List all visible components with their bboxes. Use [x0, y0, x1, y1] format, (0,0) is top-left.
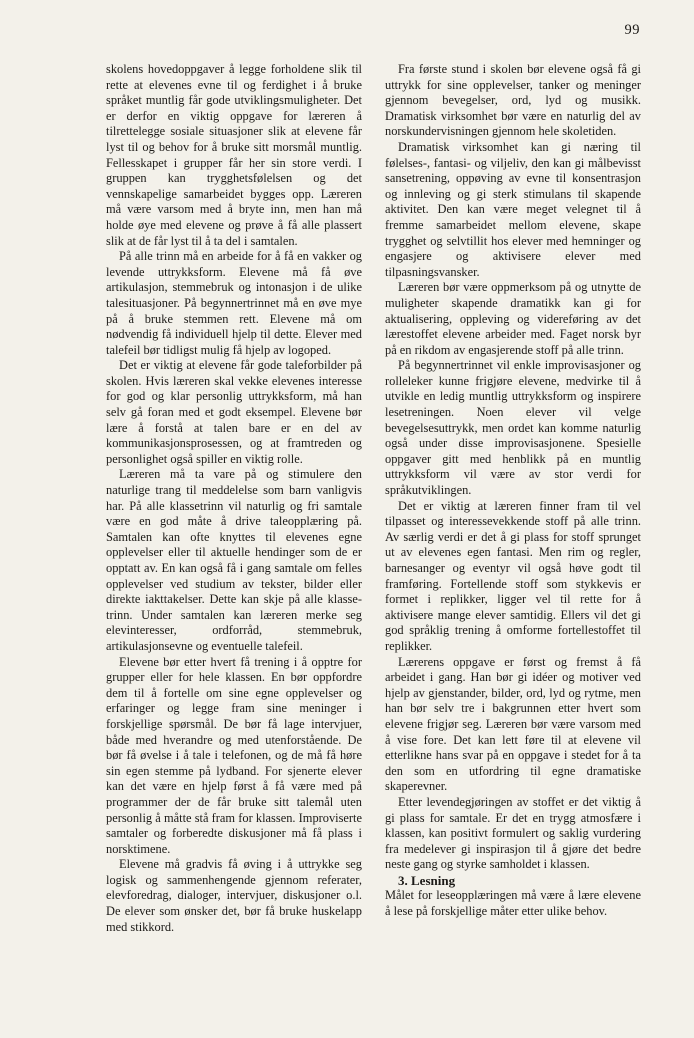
paragraph: På begynnertrinnet vil enkle improvisasjoner og rolleleker kunne frigjøre elevene, medvirke til å utvikle en ledig muntlig uttrykksform og inspirere lesetreningen. Noen elever vil velge bevegelsesuttrykk, men ordet kan komme naturlig også under disse improvisasjonene. Spesielle oppgaver gitt med henblikk på en muntlig uttrykksform vil være av stor verdi for språkutviklingen. [385, 358, 641, 498]
right-column [385, 62, 641, 920]
paragraph: Læreren bør være oppmerksom på og utnytte de muligheter skapende dramatikk kan gi for aktualisering, oppleving og videreføring av det lærestoffet elevene arbeider med. Faget norsk byr på en rikdom av engasjerende stoff på alle trinn. [385, 280, 641, 357]
paragraph: Læreren må ta vare på og stimulere den naturlige trang til meddelelse som barn vanligvis har. På alle klassetrinn vil naturlig og fri samtale være en god måte å drive taleopplæring på. Samtalen kan ofte knyttes til elevenes egne opplevelser eller til aktuelle hendinger som de er opptatt av. En kan også få i gang samtale om felles opplevelser ved studium av tekster, bilder eller direkte iakttakelser. Dette kan skje på alle klassetrinn. Under samtalen kan læreren merke seg elevinteresser, ordforråd, stemmebruk, artikulasjonsevne og eventuelle talefeil. [106, 467, 362, 653]
paragraph: Dramatisk virksomhet kan gi næring til følelses-, fantasi- og viljeliv, den kan gi målbevisst sansetrening, oppøving av evne til konsentrasjon og innleving og gi sterk stimulans til skapende aktivitet. Den kan være meget velegnet til å fremme samarbeidet mellom elevene, skape trygghet og selvtillit hos elever med hemninger og engasjere og aktivisere elever med tilpasningsvansker. [385, 139, 641, 279]
paragraph: På alle trinn må en arbeide for å få en vakker og levende uttrykksform. Elevene må få øve artikulasjon, stemmebruk og intonasjon i de ulike talesituasjoner. På begynnertrinnet må en øve mye på å bruke stemmen rett. Elevene må om nødvendig få individuell hjelp til dette. Elever med talefeil bør tidligst mulig få hjelp av logoped. [106, 249, 362, 357]
left-column [106, 62, 362, 935]
paragraph: Elevene bør etter hvert få trening i å opptre for grupper eller for hele klassen. En bør oppfordre dem til å fortelle om sine egne opplevelser og erfaringer og legge fram sine meninger i forskjellige spørsmål. De bør få lage intervjuer, både med hverandre og med utenforstående. De bør få øvelse i å tale i telefonen, og de må få høre sin egen stemme på lydband. For sjenerte elever kan det være en hjelp først å få være med på programmer der de får bruke sitt talemål uten personlig å måtte stå fram for klassen. Improviserte samtaler og forberedte diskusjoner må få plass i norsktimene. [106, 654, 362, 856]
section-paragraph: Målet for leseopplæringen må være å lære elevene å lese på forskjellige måter etter ulike behov. [385, 888, 641, 919]
page-number: 99 [624, 22, 640, 38]
paragraph: skolens hovedoppgaver å legge forholdene slik til rette at elevenes evne til og ferdighet i å bruke språket muntlig får gode utviklingsmuligheter. Det er derfor en viktig oppgave for læreren å tilrettelegge sosiale situasjoner slik at elevene får lyst til og behov for å bruke sitt morsmål muntlig. Fellesskapet i grupper får her sin store verdi. I gruppen kan trygghetsfølelsen og det vennskapelige samarbeidet bygges opp. Læreren må være varsom med å bryte inn, men han må holde øye med elevene og prøve å få alle plassert slik at de får lyst til å ta del i samtalen. [106, 62, 362, 248]
section-heading: 3. Lesning [398, 872, 456, 888]
paragraph: Lærerens oppgave er først og fremst å få arbeidet i gang. Han bør gi idéer og motiver ved hjelp av gjenstander, bilder, ord, lyd og rytme, men han bør selv tre i bakgrunnen etter hvert som elevene frigjør seg. Læreren bør være varsom med å vise fore. Det kan lett føre til at elevene vil etterlikne hans svar på en oppgave i stedet for å ta den som en utfordring til egne dramatiske skaperevner. [385, 654, 641, 794]
paragraph: Det er viktig at elevene får gode taleforbilder på skolen. Hvis læreren skal vekke elevenes interesse for god og klar personlig uttrykksform, må han selv gå foran med et godt eksempel. Elevene bør lære å forstå at talen bare er en del av kommunikasjonsprosessen, og at framtreden og personlighet også spiller en viktig rolle. [106, 358, 362, 466]
paragraph: Det er viktig at læreren finner fram til vel tilpasset og interessevekkende stoff på alle trinn. Av særlig verdi er det å gi plass for stoff sprunget ut av elevenes egen fantasi. Men rim og regler, barnesanger og eventyr vil også høve godt til framføring. Fortellende stoff som stykkevis er formet i replikker, ligger vel til rette for å aktivisere mange elever samtidig. Ellers vil det gi god språklig trening å omforme fortellestoffet til replikker. [385, 498, 641, 653]
paragraph: Etter levendegjøringen av stoffet er det viktig å gi plass for samtale. Er det en trygg atmosfære i klassen, kan positivt formulert og saklig vurdering fra medelever gi inspirasjon til å gjøre det bedre neste gang og styrke samholdet i klassen. [385, 794, 641, 872]
paragraph: Fra første stund i skolen bør elevene også få gi uttrykk for sine opplevelser, tanker og meninger gjennom bevegelser, ord, lyd og musikk. Dramatisk virksomhet bør være en naturlig del av norskundervisningen gjennom hele skoletiden. [385, 62, 641, 139]
paragraph: Elevene må gradvis få øving i å uttrykke seg logisk og sammenhengende gjennom referater, elevforedrag, dialoger, intervjuer, diskusjoner o.l. De elever som ønsker det, bør få bruke huskelapp med stikkord. [106, 857, 362, 934]
